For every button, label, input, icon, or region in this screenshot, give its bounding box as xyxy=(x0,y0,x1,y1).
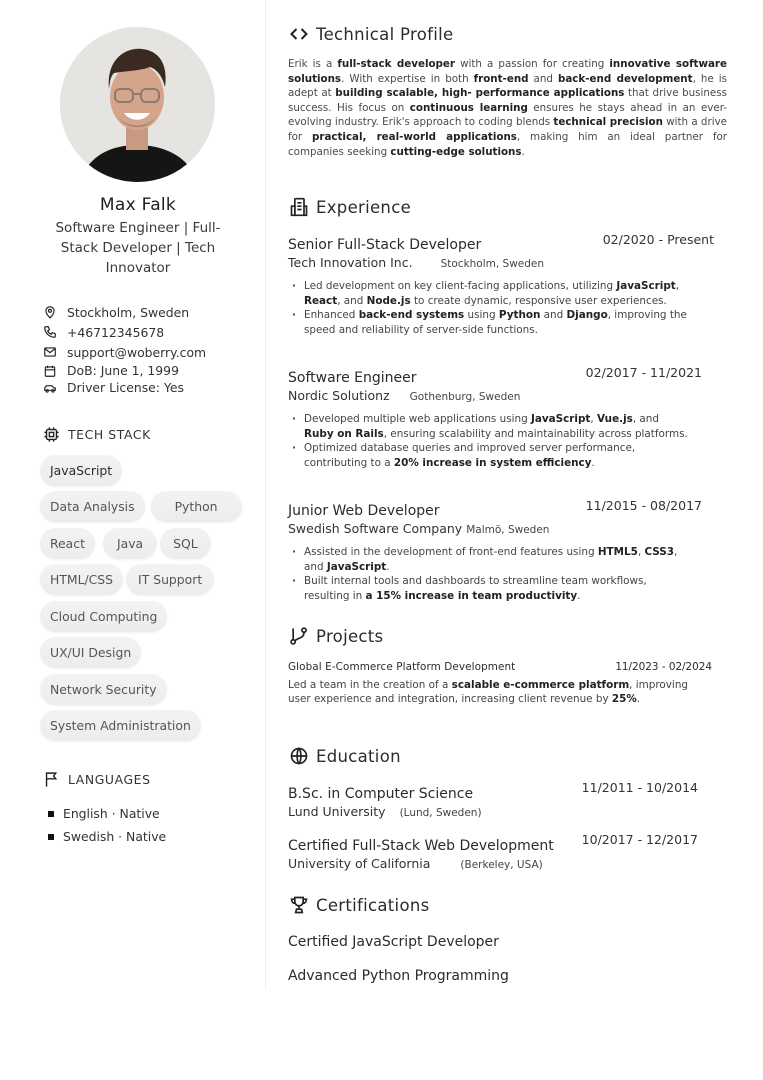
contact-text: Stockholm, Sweden xyxy=(67,304,190,320)
contact-list xyxy=(42,302,262,396)
skill-chip: Python xyxy=(151,491,242,522)
bullet: · Built internal tools and dashboards to streamline team workflows, resulting in a 15% increase in team productivity. xyxy=(288,574,688,603)
chip-row xyxy=(40,489,255,526)
school-line xyxy=(288,803,728,820)
degree-title: Certified Full-Stack Web Development xyxy=(288,838,554,854)
job-company-line xyxy=(288,520,728,537)
job-location: Stockholm, Sweden xyxy=(440,258,545,270)
job-bullets xyxy=(288,545,728,603)
chip-row xyxy=(40,708,255,745)
job-dates: 02/2017 - 11/2021 xyxy=(585,365,702,380)
bullet: · Led development on key client-facing applications, utilizing JavaScript, React, and Node.js to create dynamic, responsive user experiences. xyxy=(288,279,688,308)
job-location: Gothenburg, Sweden xyxy=(409,391,521,403)
section-experience-title xyxy=(288,196,411,218)
section-certifications-title xyxy=(288,894,430,916)
car-icon xyxy=(42,380,58,396)
certification-item: Certified JavaScript Developer xyxy=(288,934,499,950)
mail-icon xyxy=(42,344,58,360)
languages-title: LANGUAGES xyxy=(68,771,151,787)
school-name: University of California xyxy=(288,856,431,871)
language-text: English · Native xyxy=(63,806,160,821)
cpu-chip-icon xyxy=(42,425,60,443)
skill-chip: System Administration xyxy=(40,710,201,741)
skill-chip: SQL xyxy=(160,528,211,559)
skill-chip: HTML/CSS xyxy=(40,564,123,595)
chip-row xyxy=(40,671,255,708)
calendar-icon xyxy=(42,363,58,379)
project-title: Global E-Commerce Platform Development xyxy=(288,661,516,673)
company-name: Nordic Solutionz xyxy=(288,388,390,403)
language-item xyxy=(48,825,166,848)
language-text: Swedish · Native xyxy=(63,829,167,844)
skill-chip: Network Security xyxy=(40,674,167,705)
chip-row xyxy=(40,452,255,489)
contact-email[interactable] xyxy=(42,342,262,362)
experience-entry xyxy=(288,498,728,603)
bullet: · Developed multiple web applications using JavaScript, Vue.js, and Ruby on Rails, ensuring scalability and maintainability across platforms. xyxy=(288,412,688,441)
school-location: (Berkeley, USA) xyxy=(460,859,543,871)
bullet-square-icon xyxy=(48,834,54,840)
job-company-line xyxy=(288,387,728,404)
job-dates: 02/2020 - Present xyxy=(602,232,714,247)
bullet-square-icon xyxy=(48,811,54,817)
education-dates: 10/2017 - 12/2017 xyxy=(581,832,698,847)
chip-row xyxy=(40,635,255,672)
contact-text: DoB: June 1, 1999 xyxy=(67,363,179,378)
job-bullets xyxy=(288,279,728,337)
degree-title: B.Sc. in Computer Science xyxy=(288,786,474,802)
skill-chip: UX/UI Design xyxy=(40,637,141,668)
office-building-icon xyxy=(288,196,310,218)
project-description: Led a team in the creation of a scalable e-commerce platform, improving user experience and integration, increasing client revenue by 25%. xyxy=(288,679,688,706)
avatar xyxy=(60,27,215,182)
code-brackets-icon xyxy=(288,23,310,45)
contact-text: +46712345678 xyxy=(67,324,165,340)
section-title-text: Technical Profile xyxy=(316,24,454,44)
education-dates: 11/2011 - 10/2014 xyxy=(581,780,698,795)
section-title-text: Experience xyxy=(316,197,412,217)
tech-stack-heading xyxy=(42,425,151,443)
globe-icon xyxy=(288,745,310,767)
skill-chip: JavaScript xyxy=(40,455,122,486)
phone-icon xyxy=(42,324,58,340)
bullet: · Enhanced back-end systems using Python and Django, improving the speed and reliability of server-side functions. xyxy=(288,308,688,337)
skill-chip: React xyxy=(40,528,95,559)
bullet: · Assisted in the development of front-end features using HTML5, CSS3, and JavaScript. xyxy=(288,545,688,574)
school-name: Lund University xyxy=(288,804,386,819)
company-name: Swedish Software Company xyxy=(288,521,463,536)
job-title: Software Engineer xyxy=(288,370,417,386)
school-line xyxy=(288,855,728,872)
headline: Software Engineer | Full-Stack Developer | Tech Innovator xyxy=(55,220,221,276)
full-name: Max Falk xyxy=(99,195,177,215)
git-branch-icon xyxy=(288,625,310,647)
school-location: (Lund, Sweden) xyxy=(399,807,482,819)
skill-chip: IT Support xyxy=(126,564,214,595)
tech-stack-chips xyxy=(40,452,255,744)
job-company-line xyxy=(288,254,728,271)
chip-row xyxy=(40,562,255,599)
section-technical-profile-title xyxy=(288,23,453,45)
education-entry xyxy=(288,780,728,820)
project-entry xyxy=(288,661,728,706)
section-education-title xyxy=(288,745,401,767)
chip-row xyxy=(40,598,255,635)
skill-chip: Cloud Computing xyxy=(40,601,167,632)
languages-heading xyxy=(42,770,151,788)
trophy-icon xyxy=(288,894,310,916)
contact-location xyxy=(42,302,262,322)
job-title: Junior Web Developer xyxy=(288,503,440,519)
certification-item: Advanced Python Programming xyxy=(288,968,509,984)
experience-entry xyxy=(288,365,728,470)
tech-stack-title: TECH STACK xyxy=(68,426,151,442)
experience-entry xyxy=(288,232,728,337)
chip-row xyxy=(40,525,255,562)
education-entry xyxy=(288,832,728,872)
section-projects-title xyxy=(288,625,383,647)
job-dates: 11/2015 - 08/2017 xyxy=(585,498,702,513)
skill-chip: Java xyxy=(103,528,157,559)
contact-dob xyxy=(42,362,262,379)
skill-chip: Data Analysis xyxy=(40,491,145,522)
bullet: · Optimized database queries and improved server performance, contributing to a 20% increase in system efficiency. xyxy=(288,441,688,470)
contact-text: Driver License: Yes xyxy=(67,380,184,395)
project-dates: 11/2023 - 02/2024 xyxy=(615,661,712,673)
section-title-text: Certifications xyxy=(316,895,430,915)
language-list xyxy=(48,802,166,848)
technical-profile-summary: Erik is a full-stack developer with a passion for creating innovative software solutions. With expertise in both front-end and back-end development, he is adept at building scalable, high- performance applications that drive business success. His focus on continuous learning ensures he stays ahead in an ever-evolving industry. Erik's approach to coding blends technical precision with a drive for practical, real-world applications, making him an ideal partner for companies seeking cutting-edge solutions. xyxy=(288,58,728,158)
contact-phone[interactable] xyxy=(42,322,262,342)
job-bullets xyxy=(288,412,728,470)
job-location: Malmö, Sweden xyxy=(466,524,550,536)
contact-driver-license xyxy=(42,379,262,396)
section-title-text: Education xyxy=(316,746,401,766)
job-title: Senior Full-Stack Developer xyxy=(288,237,482,253)
sidebar xyxy=(0,0,266,990)
profile-photo xyxy=(60,27,215,182)
contact-text: support@woberry.com xyxy=(67,344,207,360)
section-title-text: Projects xyxy=(316,626,384,646)
company-name: Tech Innovation Inc. xyxy=(288,255,413,270)
flag-icon xyxy=(42,770,60,788)
language-item xyxy=(48,802,166,825)
location-pin-icon xyxy=(42,304,58,320)
